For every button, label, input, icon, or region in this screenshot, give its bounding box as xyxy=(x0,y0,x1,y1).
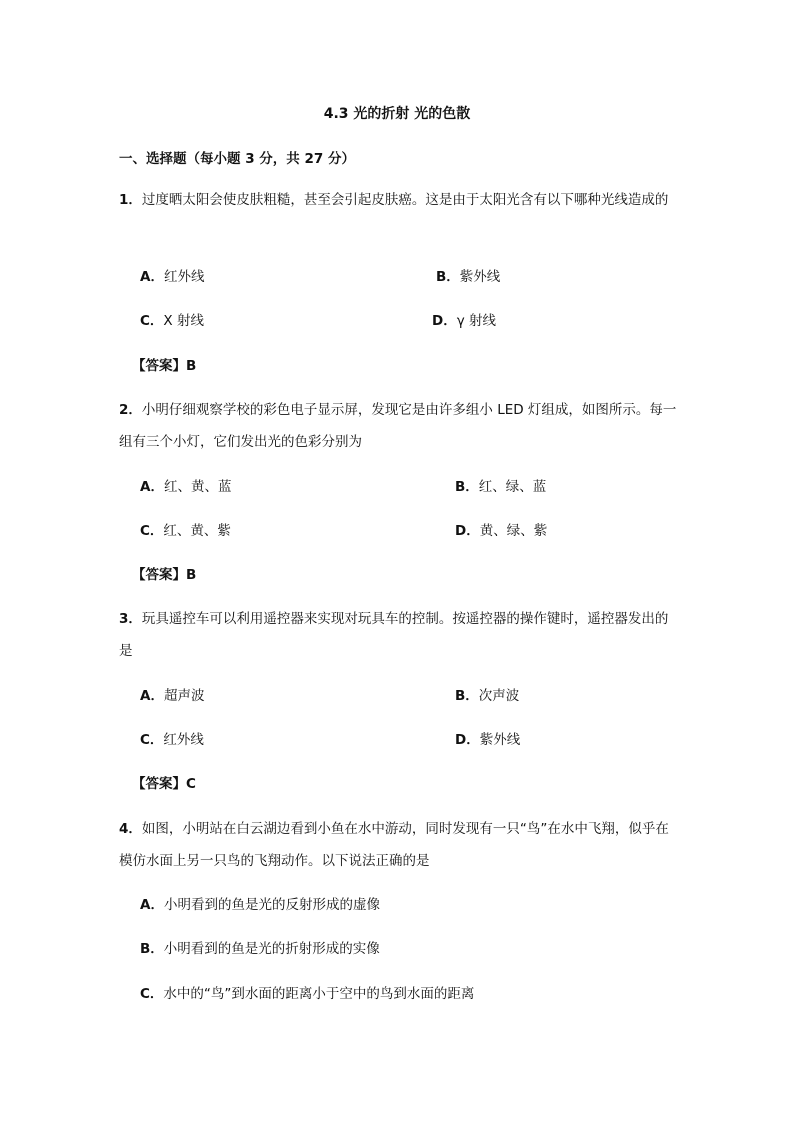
option-4c: C．水中的“鸟”到水面的距离小于空中的鸟到水面的距离 xyxy=(140,986,475,1002)
question-1 xyxy=(119,184,679,216)
answer-2: 【答案】B xyxy=(132,567,197,583)
page-title: 4.3 光的折射 光的色散 xyxy=(323,106,471,122)
question-number: 1． xyxy=(119,192,142,208)
option-3c: C．红外线 xyxy=(140,732,204,748)
question-4 xyxy=(119,813,679,877)
option-1c: C．X 射线 xyxy=(140,313,204,329)
option-1d: D．γ 射线 xyxy=(432,313,496,329)
option-4a: A．小明看到的鱼是光的反射形成的虚像 xyxy=(140,897,380,913)
option-3d: D．紫外线 xyxy=(455,732,521,748)
question-text: 小明仔细观察学校的彩色电子显示屏，发现它是由许多组小 LED 灯组成，如图所示。每一组有三个小灯，它们发出光的色彩分别为 xyxy=(119,402,677,450)
option-3b: B．次声波 xyxy=(455,688,520,704)
question-text: 玩具遥控车可以利用遥控器来实现对玩具车的控制。按遥控器的操作键时，遥控器发出的是 xyxy=(119,611,669,659)
option-2a: A．红、黄、蓝 xyxy=(140,479,232,495)
section-heading: 一、选择题（每小题 3 分，共 27 分） xyxy=(119,151,355,167)
answer-3: 【答案】C xyxy=(132,776,196,792)
question-number: 2． xyxy=(119,402,142,418)
answer-1: 【答案】B xyxy=(132,358,197,374)
option-2c: C．红、黄、紫 xyxy=(140,523,231,539)
option-1a: A．红外线 xyxy=(140,269,205,285)
option-4b: B．小明看到的鱼是光的折射形成的实像 xyxy=(140,941,380,957)
option-3a: A．超声波 xyxy=(140,688,205,704)
option-2d: D．黄、绿、紫 xyxy=(455,523,548,539)
option-1b: B．紫外线 xyxy=(436,269,501,285)
question-number: 4． xyxy=(119,821,142,837)
question-text: 如图，小明站在白云湖边看到小鱼在水中游动，同时发现有一只“鸟”在水中飞翔，似乎在模仿水面上另一只鸟的飞翔动作。以下说法正确的是 xyxy=(119,821,669,869)
question-2 xyxy=(119,394,679,458)
question-text: 过度晒太阳会使皮肤粗糙，甚至会引起皮肤癌。这是由于太阳光含有以下哪种光线造成的 xyxy=(141,192,669,208)
question-3 xyxy=(119,603,679,667)
question-number: 3． xyxy=(119,611,142,627)
option-2b: B．红、绿、蓝 xyxy=(455,479,547,495)
